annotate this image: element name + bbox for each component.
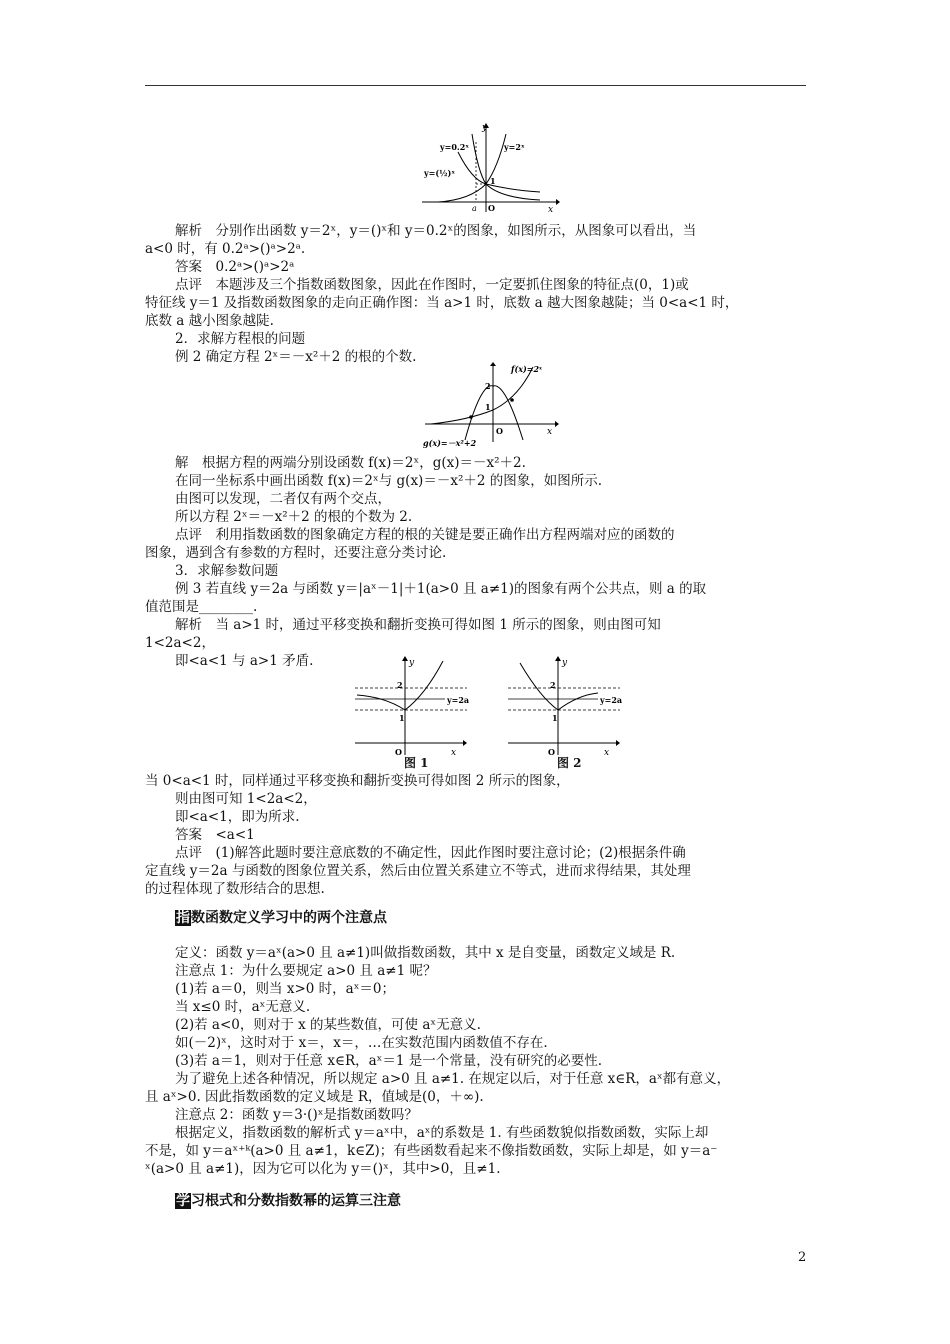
text-line: 为了避免上述各种情况，所以规定 a>0 且 a≠1. 在规定以后，对于任意 x∈R，aˣ都有意义， [175, 1071, 731, 1087]
text-line: 注意点 1：为什么要规定 a>0 且 a≠1 呢？ [175, 963, 437, 979]
answer-line: 答案 0.2ᵃ>()ᵃ>2ᵃ [175, 259, 295, 275]
text-line: 的过程体现了数形结合的思想. [145, 881, 325, 897]
fig3b-one: 1 [552, 713, 558, 723]
fig3a-line-label: y=2a [447, 695, 470, 705]
figure-equation-roots [423, 362, 563, 450]
fig3a-y: y [409, 658, 415, 668]
fig2-origin: O [496, 426, 503, 436]
text-line: (2)若 a<0，则对于 x 的某些数值，可使 aˣ无意义. [175, 1017, 481, 1033]
fig3a-one: 1 [399, 713, 405, 723]
fig2-tick-1: 1 [485, 402, 491, 412]
section-title: 2．求解方程根的问题 [175, 331, 306, 347]
fig1-origin: O [488, 203, 495, 213]
text-line: 当 x≤0 时，aˣ无意义. [175, 999, 311, 1015]
section-heading [175, 907, 387, 927]
text-line: 注意点 2：函数 y＝3·()ˣ是指数函数吗？ [175, 1107, 418, 1123]
text-line: 底数 a 越小图象越陡. [145, 313, 274, 329]
text-line: 点评 利用指数函数的图象确定方程的根的关键是要正确作出方程两端对应的函数的 [175, 527, 675, 543]
text-line: ˣ(a>0 且 a≠1)，因为它可以化为 y＝()ˣ，其中>0，且≠1. [145, 1161, 501, 1177]
text-line: 值范围是________. [145, 599, 258, 615]
text-line: 且 aˣ>0. 因此指数函数的定义域是 R，值域是(0，＋∞). [145, 1089, 484, 1105]
fig1-y-label: y [482, 123, 488, 133]
fig3b-line-label: y=2a [600, 695, 623, 705]
heading-badge: 学 [176, 1193, 190, 1209]
text-line: 点评 本题涉及三个指数函数图象，因此在作图时，一定要抓住图象的特征点(0，1)或 [175, 277, 689, 293]
text-line: 即<a<1，即为所求. [175, 809, 300, 825]
text-line: 在同一坐标系中画出函数 f(x)＝2ˣ与 g(x)＝－x²＋2 的图象，如图所示. [175, 473, 603, 489]
fig3a-two: 2 [397, 680, 403, 690]
text-line: 1<2a<2， [145, 635, 215, 651]
fig2-x-label: x [547, 427, 553, 437]
text-line: 定义：函数 y＝aˣ(a>0 且 a≠1)叫做指数函数，其中 x 是自变量，函数定义域是 R. [175, 945, 676, 961]
text-line: 如(－2)ˣ，这时对于 x＝，x＝，…在实数范围内函数值不存在. [175, 1035, 548, 1051]
fig1-curve-02: y=0.2ˣ [440, 142, 470, 152]
figure-1-caption: 图 1 [404, 756, 429, 770]
text-line: 定直线 y＝2a 与函数的图象位置关系，然后由位置关系建立不等式，进而求得结果，其处理 [145, 863, 691, 879]
text-line: 特征线 y＝1 及指数函数图象的走向正确作图：当 a>1 时，底数 a 越大图象越陡；当 0<a<1 时， [145, 295, 739, 311]
section-title: 3．求解参数问题 [175, 563, 279, 579]
fig3b-x: x [604, 748, 610, 758]
text-line: 根据定义，指数函数的解析式 y＝aˣ中，aˣ的系数是 1. 有些函数貌似指数函数，实际上却 [175, 1125, 709, 1141]
text-line: 由图可以发现，二者仅有两个交点， [175, 491, 391, 507]
text-line: 不是，如 y＝aˣ⁺ᵏ(a>0 且 a≠1，k∈Z)；有些函数看起来不像指数函数，实际上却是，如 y＝a⁻ [145, 1143, 718, 1159]
section-heading [175, 1190, 401, 1210]
text-line: 所以方程 2ˣ＝－x²＋2 的根的个数为 2. [175, 509, 413, 525]
figure-2 [508, 655, 638, 765]
figure-exponential-curves [420, 122, 560, 214]
text-line: a<0 时，有 0.2ᵃ>()ᵃ>2ᵃ. [145, 241, 306, 257]
fig3a-origin: O [395, 747, 402, 757]
fig1-curve-half: y=(½)ˣ [424, 168, 456, 178]
fig2-f-label: f(x)=2ˣ [511, 364, 543, 374]
fig1-x-label: x [548, 205, 554, 214]
heading-text: 数函数定义学习中的两个注意点 [191, 910, 387, 926]
fig1-tick-a: a [472, 204, 477, 213]
text-line: 则由图可知 1<2a<2， [175, 791, 317, 807]
page-number: 2 [798, 1250, 807, 1265]
example-title: 例 2 确定方程 2ˣ＝－x²＋2 的根的个数. [175, 349, 417, 365]
header-rule [145, 85, 806, 86]
heading-text: 习根式和分数指数幂的运算三注意 [191, 1193, 401, 1209]
text-line: (3)若 a＝1，则对于任意 x∈R，aˣ＝1 是一个常量，没有研究的必要性. [175, 1053, 603, 1069]
fig2-g-label: g(x)=－x²+2 [423, 438, 477, 448]
text-line: 图象，遇到含有参数的方程时，还要注意分类讨论. [145, 545, 447, 561]
fig1-curve-2x: y=2ˣ [504, 142, 525, 152]
text-line: (1)若 a＝0，则当 x>0 时，aˣ＝0； [175, 981, 396, 997]
fig3b-origin: O [548, 747, 555, 757]
figure-1 [355, 655, 485, 765]
fig3a-x: x [451, 748, 457, 758]
text-line: 解析 分别作出函数 y＝2ˣ，y＝()ˣ和 y＝0.2ˣ的图象，如图所示，从图象可以看出，当 [175, 223, 697, 239]
answer-line: 答案 <a<1 [175, 827, 255, 843]
example-title: 例 3 若直线 y＝2a 与函数 y＝|aˣ－1|＋1(a>0 且 a≠1)的图象有两个公共点，则 a 的取 [175, 581, 707, 597]
fig3b-two: 2 [550, 680, 556, 690]
text-line: 解 根据方程的两端分别设函数 f(x)＝2ˣ，g(x)＝－x²＋2. [175, 455, 526, 471]
fig3b-y: y [562, 658, 568, 668]
text-line: 当 0<a<1 时，同样通过平移变换和翻折变换可得如图 2 所示的图象， [145, 773, 570, 789]
text-line: 解析 当 a>1 时，通过平移变换和翻折变换可得如图 1 所示的图象，则由图可知 [175, 617, 661, 633]
text-line: 即<a<1 与 a>1 矛盾. [175, 653, 314, 669]
figure-2-caption: 图 2 [557, 756, 582, 770]
heading-badge: 指 [176, 910, 190, 926]
fig2-tick-2: 2 [485, 381, 491, 391]
fig1-tick-1: 1 [490, 176, 496, 186]
text-line: 点评 (1)解答此题时要注意底数的不确定性，因此作图时要注意讨论；(2)根据条件确 [175, 845, 686, 861]
